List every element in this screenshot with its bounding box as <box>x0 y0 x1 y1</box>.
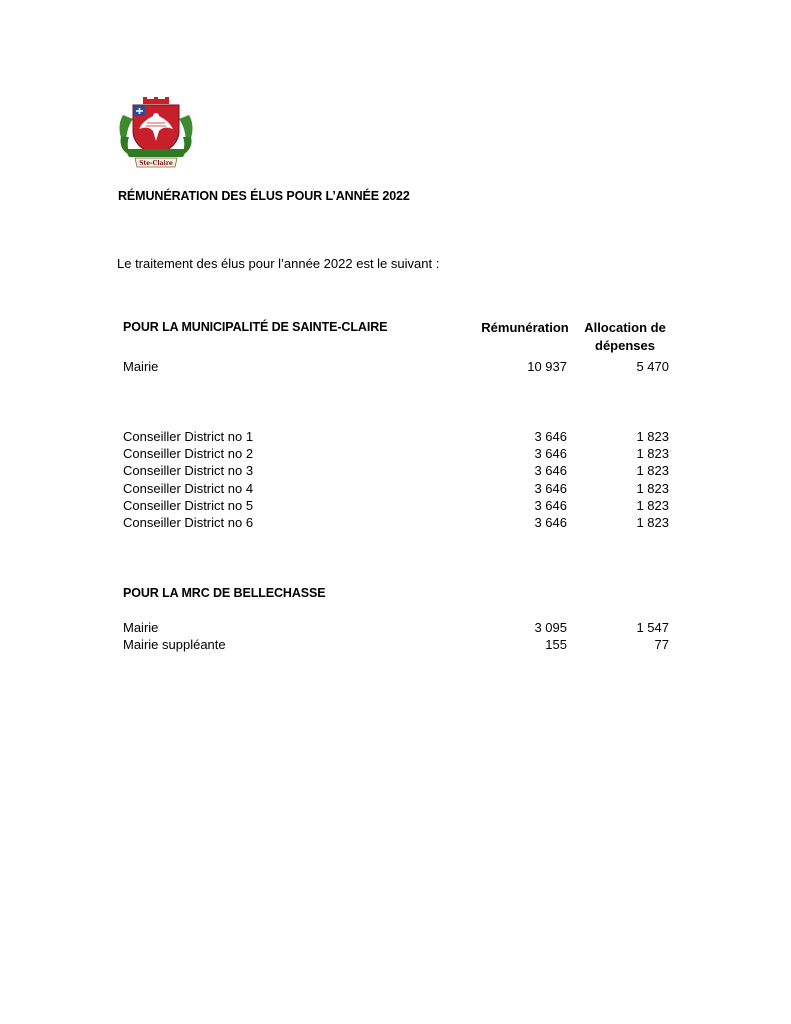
column-header-allocation-line1: Allocation de <box>584 320 666 335</box>
row-label: Conseiller District no 6 <box>123 515 254 530</box>
intro-text: Le traitement des élus pour l’année 2022 est le suivant : <box>117 256 440 271</box>
table-row-conseiller-6 <box>123 515 669 532</box>
row-label: Conseiller District no 5 <box>123 498 254 513</box>
row-remuneration: 3 646 <box>534 481 567 496</box>
table-row-mrc-mairie-suppleante <box>123 637 669 654</box>
row-allocation: 1 823 <box>636 446 669 461</box>
row-label: Conseiller District no 4 <box>123 481 254 496</box>
page-title: RÉMUNÉRATION DES ÉLUS POUR L’ANNÉE 2022 <box>118 189 410 203</box>
logo-banner-text: Ste-Claire <box>139 160 173 167</box>
row-allocation: 1 823 <box>636 481 669 496</box>
row-label: Conseiller District no 3 <box>123 463 254 478</box>
column-header-allocation <box>579 319 671 355</box>
row-allocation: 1 823 <box>636 429 669 444</box>
row-allocation: 1 823 <box>636 515 669 530</box>
row-allocation: 5 470 <box>636 359 669 374</box>
row-label: Mairie <box>123 620 159 635</box>
row-label: Conseiller District no 1 <box>123 429 254 444</box>
row-label: Mairie <box>123 359 159 374</box>
table-row-conseiller-5 <box>123 498 669 515</box>
row-allocation: 77 <box>654 637 669 652</box>
column-header-allocation-line2: dépenses <box>595 338 655 353</box>
table-row-mairie <box>123 359 669 376</box>
row-remuneration: 3 646 <box>534 463 567 478</box>
row-remuneration: 3 646 <box>534 429 567 444</box>
table-row-conseiller-1 <box>123 429 669 446</box>
column-header-remuneration: Rémunération <box>481 320 569 335</box>
table-row-conseiller-4 <box>123 481 669 498</box>
row-remuneration: 3 095 <box>534 620 567 635</box>
row-allocation: 1 823 <box>636 463 669 478</box>
row-allocation: 1 823 <box>636 498 669 513</box>
municipal-coat-of-arms-logo <box>117 97 195 169</box>
row-remuneration: 155 <box>545 637 567 652</box>
row-label: Mairie suppléante <box>123 637 226 652</box>
row-allocation: 1 547 <box>636 620 669 635</box>
row-remuneration: 10 937 <box>527 359 567 374</box>
row-label: Conseiller District no 2 <box>123 446 254 461</box>
table-row-conseiller-2 <box>123 446 669 463</box>
section-heading-mrc: POUR LA MRC DE BELLECHASSE <box>123 586 326 600</box>
table-row-mrc-mairie <box>123 620 669 637</box>
row-remuneration: 3 646 <box>534 515 567 530</box>
section-heading-municipalite: POUR LA MUNICIPALITÉ DE SAINTE-CLAIRE <box>123 320 388 334</box>
row-remuneration: 3 646 <box>534 498 567 513</box>
row-remuneration: 3 646 <box>534 446 567 461</box>
table-row-conseiller-3 <box>123 463 669 480</box>
